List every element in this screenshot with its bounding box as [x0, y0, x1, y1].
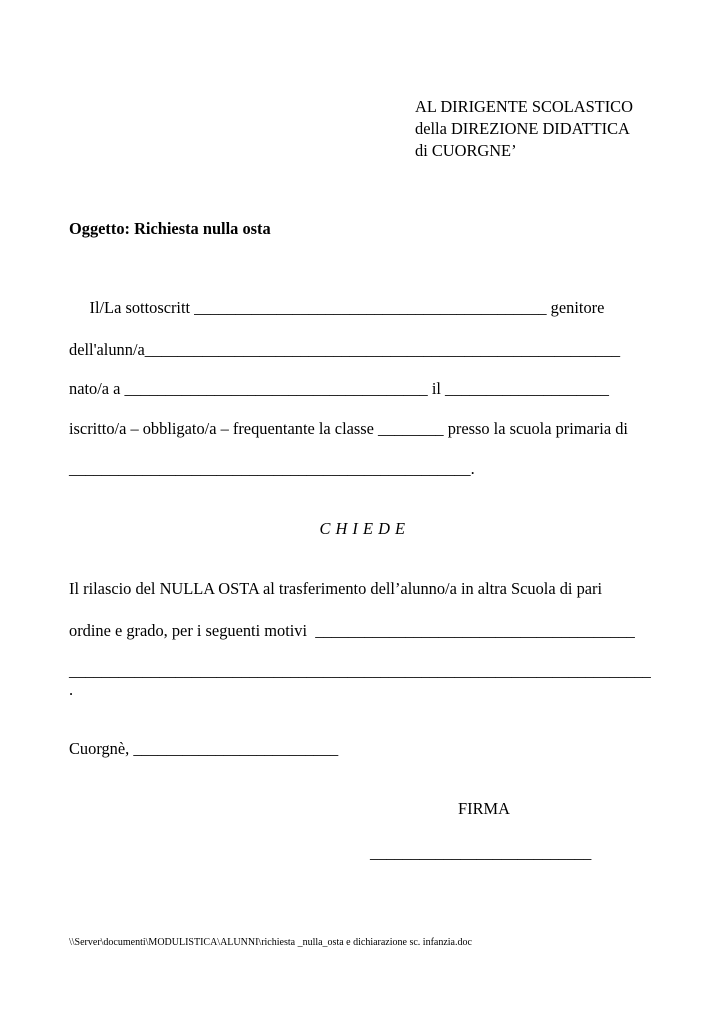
- body-line-birth: nato/a a _____________________________________ il ____________________: [69, 379, 609, 398]
- body-line-student-name: dell'alunn/a__________________________________________________________: [69, 340, 621, 359]
- footer-file-path: \\Server\documenti\MODULISTICA\ALUNNI\richiesta _nulla_osta e dichiarazione sc. infanzia.doc: [69, 937, 472, 948]
- request-title: C H I E D E: [319, 519, 406, 538]
- body-line-class: iscritto/a – obbligato/a – frequentante la classe ________ presso la scuola primaria di: [69, 419, 628, 438]
- body-line-student-parent: Il/La sottoscritt ___________________________________________ genitore: [69, 298, 605, 317]
- place-date-line: Cuorgnè, _________________________: [69, 739, 339, 758]
- addressee-line-3: di CUORGNE’: [415, 141, 517, 160]
- request-line-2: ordine e grado, per i seguenti motivi _______________________________________: [69, 621, 635, 640]
- subject-heading: Oggetto: Richiesta nulla osta: [69, 219, 271, 238]
- addressee-line-2: della DIREZIONE DIDATTICA: [415, 119, 630, 138]
- request-line-3: _______________________________________________________________________: [69, 661, 651, 680]
- request-line-4: .: [69, 680, 74, 699]
- signature-line: ___________________________: [370, 843, 592, 862]
- request-line-1: Il rilascio del NULLA OSTA al trasferimento dell’alunno/a in altra Scuola di pari: [69, 579, 603, 598]
- signature-label: FIRMA: [458, 799, 510, 818]
- addressee-line-1: AL DIRIGENTE SCOLASTICO: [415, 97, 633, 116]
- body-line-school: _________________________________________________.: [69, 459, 475, 478]
